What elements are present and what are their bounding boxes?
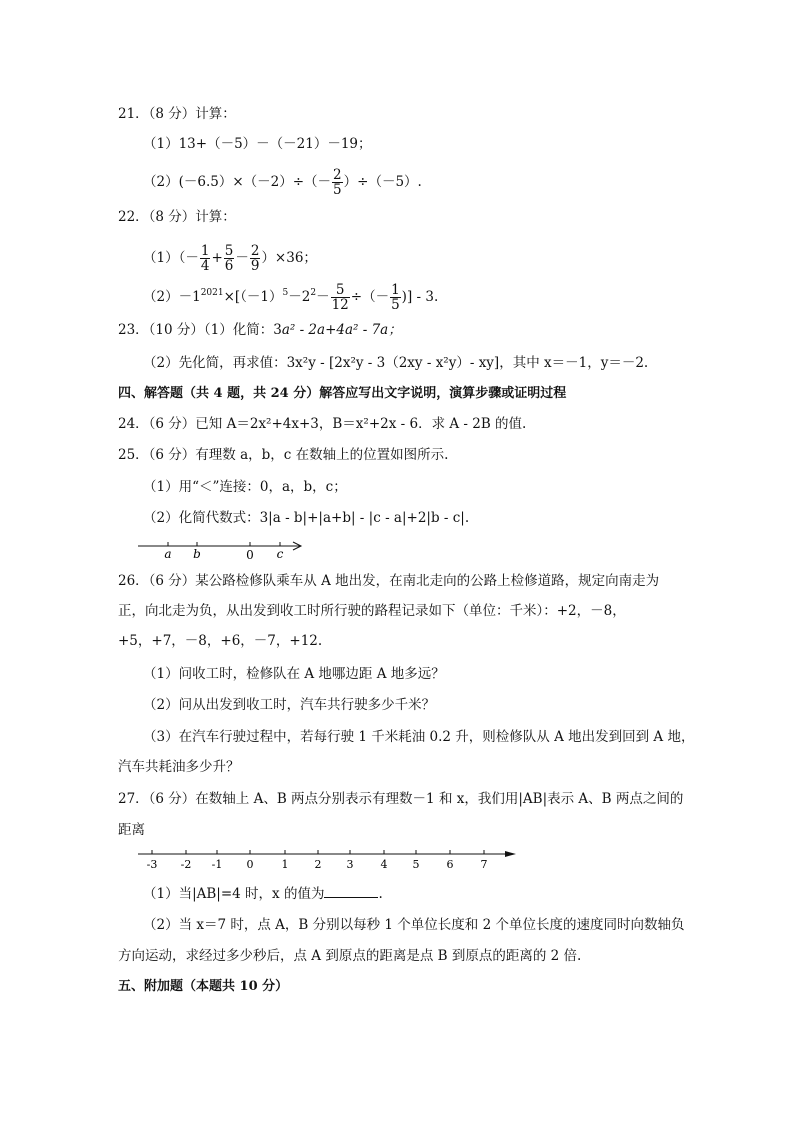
q27-answer-blank[interactable] [324, 885, 378, 898]
q22-heading: 22．（8 分）计算： [118, 209, 236, 225]
q21-fraction: $\frac{2}{5}$ [333, 167, 342, 198]
q25-number-line [130, 534, 320, 564]
q22-fraction-3: $\frac{2}{9}$ [250, 243, 260, 274]
q21-part1: （1）13+（－5）－（－21）－19； [143, 136, 372, 152]
q22-fraction-1: $\frac{1}{4}$ [200, 243, 210, 274]
q27-tick-label-6: 6 [446, 858, 454, 871]
q22-part1: （1）（－ $\frac{1}{4}$ + $\frac{5}{6}$ － $\frac{2}{9}$ ）×36； [143, 243, 317, 274]
q27-tick-label--1: -1 [211, 858, 223, 871]
q27-axis-arrow [505, 851, 516, 857]
q27-part2-line1: （2）当 x＝7 时，点 A，B 分别以每秒 1 个单位长度和 2 个单位长度的速度同时向数轴负 [143, 917, 685, 933]
q27-part2-line2: 方向运动，求经过多少秒后，点 A 到原点的距离是点 B 到原点的距离的 2 倍. [118, 948, 582, 964]
q27-tick-label-1: 1 [281, 858, 289, 871]
q26-line3: +5，+7，－8，+6，－7，+12. [118, 633, 323, 649]
q21-part2: （2）(－6.5）×（－2）÷（－ $\frac{2}{5}$ ）÷（－5）. [143, 167, 422, 198]
q26-line2: 正，向北走为负，从出发到收工时所行驶的路程记录如下（单位：千米）：+2，－8， [118, 603, 626, 619]
q22-fraction-4: $\frac{5}{12}$ [331, 282, 349, 313]
q23-heading: 23．（10 分）（1）化简：3a² - 2a+4a² - 7a； [118, 322, 402, 338]
q26-line1: 26．（6 分）某公路检修队乘车从 A 地出发，在南北走向的公路上检修道路，规定向南走为 [118, 573, 660, 589]
q24-question: 24．（6 分）已知 A＝2x²+4x+3，B＝x²+2x - 6．求 A - 2B 的值. [118, 416, 527, 432]
q26-part1: （1）问收工时，检修队在 A 地哪边距 A 地多远？ [143, 666, 445, 682]
q27-line2: 距离 [118, 822, 145, 838]
q25-part1: （1）用“＜”连接：0，a，b，c； [143, 479, 347, 495]
q27-tick-label-0: 0 [246, 858, 254, 871]
q27-tick-label-7: 7 [480, 858, 488, 871]
section4-heading: 四、解答题（共 4 题，共 24 分）解答应写出文字说明，演算步骤或证明过程 [118, 386, 567, 401]
q25-label-a: a [164, 547, 172, 561]
q26-part3-line1: （3）在汽车行驶过程中，若每行驶 1 千米耗油 0.2 升，则检修队从 A 地出发到回到 A 地， [143, 729, 695, 745]
q22-part2: $(2)-1^{2021}\times[(-1)^5-2^2-$ $\frac{5}{12}$ ÷（－ $\frac{1}{5}$ )] - 3. [143, 282, 439, 313]
q25-label-b: b [193, 547, 201, 561]
q27-line1: 27．（6 分）在数轴上 A、B 两点分别表示有理数－1 和 x，我们用|AB|表示 A、B 两点之间的 [118, 791, 684, 807]
q27-tick-label-3: 3 [346, 858, 354, 871]
q26-part2: （2）问从出发到收工时，汽车共行驶多少千米？ [143, 697, 436, 713]
q25-heading: 25．（6 分）有理数 a，b，c 在数轴上的位置如图所示. [118, 447, 449, 463]
q27-tick-label--2: -2 [180, 858, 192, 871]
q27-tick-label-2: 2 [314, 858, 322, 871]
q27-number-line [130, 846, 530, 876]
q25-part2: （2）化简代数式：3|a - b|+|a+b| - |c - a|+2|b - c|. [143, 510, 470, 526]
q27-tick-label-5: 5 [412, 858, 420, 871]
section5-heading: 五、附加题（本题共 10 分） [118, 979, 289, 994]
q27-tick-label--3: -3 [146, 858, 158, 871]
q22-fraction-5: $\frac{1}{5}$ [391, 282, 400, 313]
q26-part3-line2: 汽车共耗油多少升？ [118, 759, 240, 775]
q23-part2: （2）先化简，再求值：3x²y - [2x²y - 3（2xy - x²y）- xy]，其中 x＝－1，y＝－2. [143, 355, 649, 371]
q25-label-c: c [276, 547, 284, 561]
q22-fraction-2: $\frac{5}{6}$ [224, 243, 234, 274]
q27-tick-label-4: 4 [380, 858, 388, 871]
q21-heading: 21．（8 分）计算： [118, 106, 236, 122]
q25-label-0: 0 [246, 548, 254, 562]
q27-part1: （1）当|AB|=4 时，x 的值为 . [143, 886, 383, 902]
